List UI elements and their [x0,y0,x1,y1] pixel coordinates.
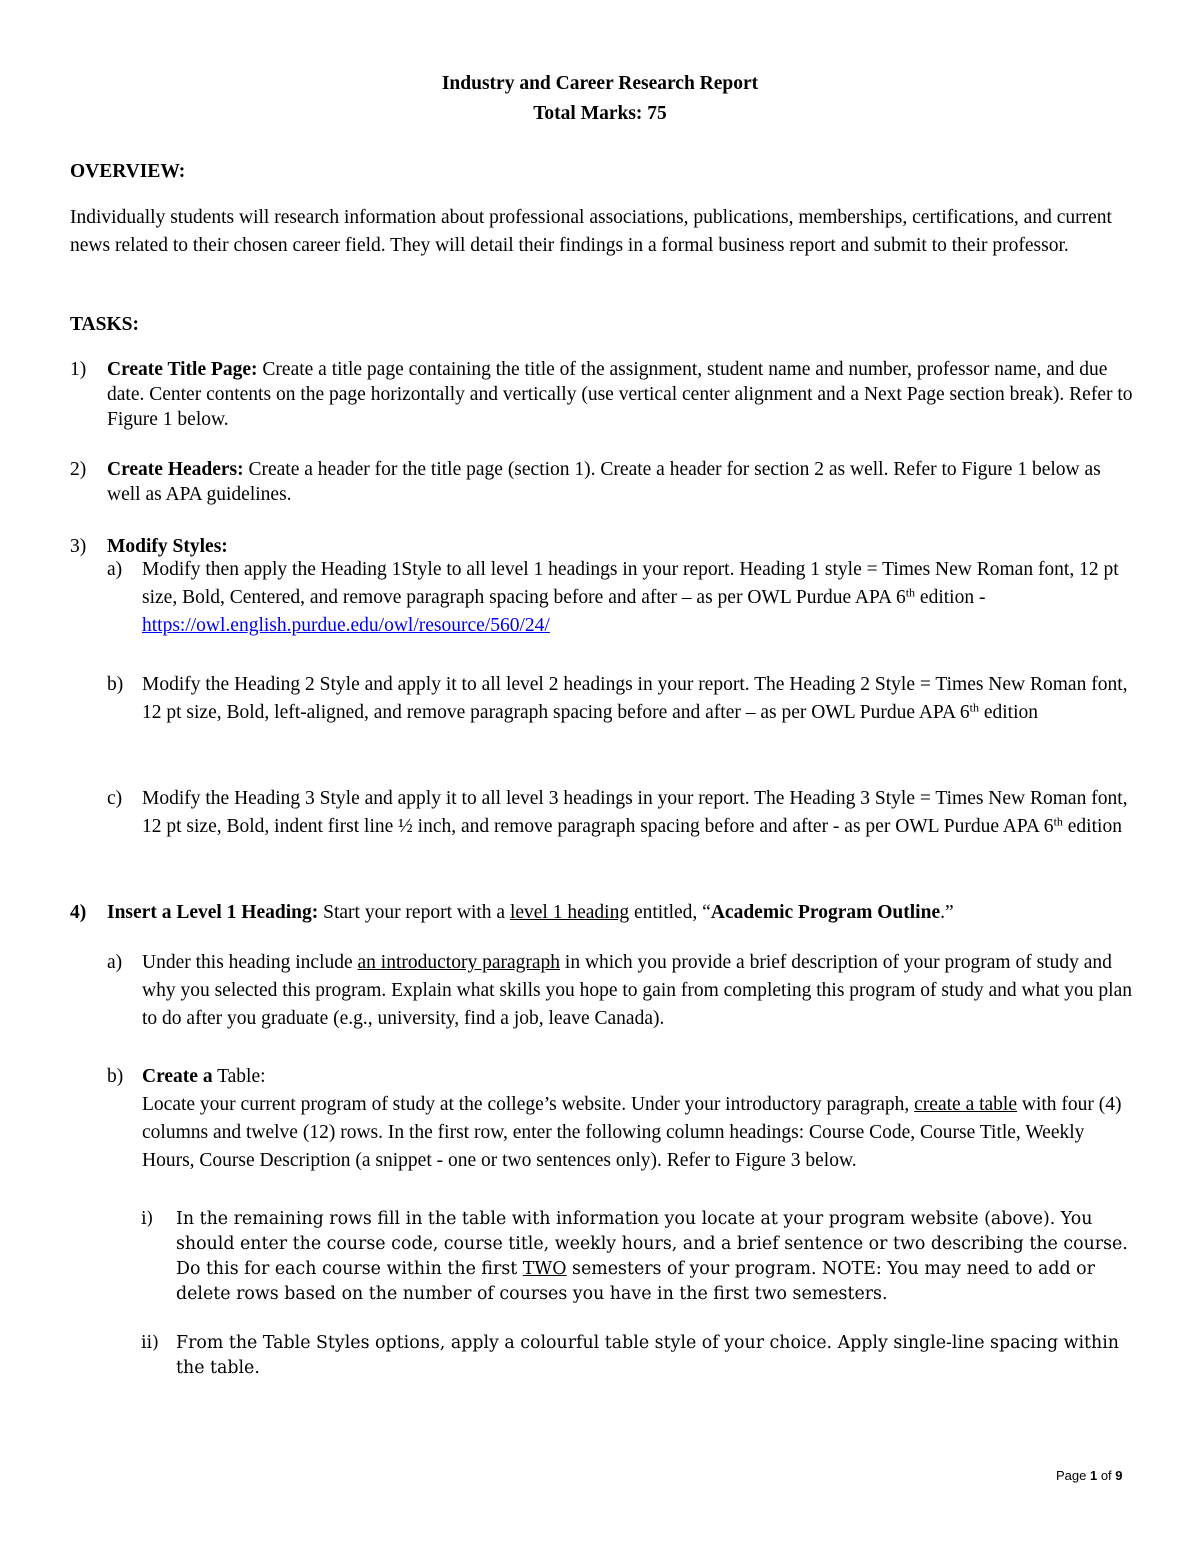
task-4b-text-2: with four (4) columns and twelve (12) rows. In the first row, enter the following column headings: Course Code, Course Title, Weekly Hours, Course Description (a snippet - one or two sentences only). Refer to Figure 3 below. [142,1094,1122,1171]
task-4-text-3: .” [940,902,954,923]
task-2-body [107,457,1135,507]
task-4b-body [142,1063,1137,1175]
task-4b-label-bold: Create a [142,1066,213,1087]
task-4b-ii-number: ii) [141,1333,159,1353]
page-footer [1056,1462,1123,1490]
task-4a-number: a) [107,952,123,973]
task-4a-body [142,949,1137,1033]
task-3a-number: a) [107,559,123,580]
task-4b-heading [142,1063,1137,1091]
task-2-number: 2) [70,459,87,480]
task-4b-i-text-2: semesters of your program. NOTE: You may need to add or delete rows based on the number of courses you have in the first two semesters. [176,1259,1095,1304]
task-4-bold-title: Academic Program Outline [710,902,941,923]
task-3c-tail: edition [1062,816,1122,837]
task-3c-body [142,785,1137,841]
task-4-text-1: Start your report with a [318,902,510,923]
task-4a-text-2: in which you provide a brief description of your program of study and why you selected this program. Explain what skills you hope to gain from completing this program of study and what you plan to do after you graduate (e.g., university, find a job, leave Canada). [142,952,1132,1029]
task-4-text-2: entitled, “ [629,902,711,923]
task-4a-underline: an introductory paragraph [357,952,561,973]
task-3b-text: Modify the Heading 2 Style and apply it to all level 2 headings in your report. The Heading 2 Style = Times New Roman font, 12 pt size, Bold, left-aligned, and remove paragraph spacing before and after – as per OWL Purdue APA 6 [142,674,1128,723]
task-3b-number: b) [107,674,124,695]
task-4b-i-body [176,1207,1136,1307]
task-4-label: Insert a Level 1 Heading: [107,902,319,923]
task-4b-paragraph [142,1091,1137,1175]
task-4b-i-underline: TWO [522,1259,567,1279]
task-3c-number: c) [107,788,123,809]
task-4b-i [141,1207,1136,1307]
task-4b-number: b) [107,1066,124,1087]
task-3a [107,556,1137,640]
task-3c [107,785,1137,841]
task-4b-label-plain: Table: [212,1066,266,1087]
task-4b-underline: create a table [914,1094,1017,1115]
task-4b-text-1: Locate your current program of study at the college’s website. Under your introductory paragraph, [142,1094,915,1115]
task-4b-ii-body: From the Table Styles options, apply a colourful table style of your choice. Apply single-line spacing within the table. [176,1333,1120,1378]
task-3c-text: Modify the Heading 3 Style and apply it to all level 3 headings in your report. The Heading 3 Style = Times New Roman font, 12 pt size, Bold, indent first line ½ inch, and remove paragraph spacing before and after - as per OWL Purdue APA 6 [142,788,1128,837]
total-marks: Total Marks: 75 [533,103,667,124]
task-3a-sup: th [905,585,916,600]
task-4 [70,899,1135,927]
task-4b-i-number: i) [141,1209,154,1229]
task-3b [107,671,1137,727]
task-4a-text-1: Under this heading include [142,952,358,973]
task-4b-i-text-1: In the remaining rows fill in the table with information you locate at your program website (above). You should enter the course code, course title, weekly hours, and a brief sentence or two describing the course. Do this for each course within the first [176,1209,1128,1279]
task-4-number: 4) [70,902,87,923]
footer-of-word: of [1097,1468,1116,1483]
task-4-body [107,899,1135,927]
task-3c-sup: th [1053,814,1063,829]
task-3a-body [142,556,1137,640]
task-2-label: Create Headers: [107,459,244,480]
tasks-heading: TASKS: [70,314,139,335]
task-1-body [107,357,1135,432]
footer-page-total: 9 [1115,1468,1123,1483]
task-3b-body [142,671,1137,727]
footer-page-word: Page [1056,1468,1090,1483]
task-4-underline: level 1 heading [509,902,630,923]
overview-heading: OVERVIEW: [70,161,186,182]
task-3-label: Modify Styles: [107,536,228,557]
task-4b-ii [141,1331,1136,1381]
task-4a [107,949,1137,1033]
task-1 [70,357,1135,432]
task-1-label: Create Title Page: [107,359,258,380]
task-3a-tail: edition - [915,587,986,608]
document-title: Industry and Career Research Report [441,73,759,94]
task-2-text: Create a header for the title page (section 1). Create a header for section 2 as well. Refer to Figure 1 below as well as APA guidelines. [107,459,1101,505]
task-3b-tail: edition [978,702,1038,723]
task-2 [70,457,1135,507]
overview-paragraph: Individually students will research information about professional associations, publications, memberships, certifications, and current news related to their chosen career field. They will detail their findings in a formal business report and submit to their professor. [70,207,1112,256]
task-4b [107,1063,1137,1175]
task-3-number: 3) [70,536,87,557]
owl-purdue-link[interactable]: https://owl.english.purdue.edu/owl/resource/560/24/ [142,615,550,636]
footer-page-number: 1 [1089,1468,1098,1483]
task-1-number: 1) [70,359,87,380]
task-1-text: Create a title page containing the title of the assignment, student name and number, professor name, and due date. Center contents on the page horizontally and vertically (use vertical center alignment and a Next Page section break). Refer to Figure 1 below. [107,359,1133,430]
task-3a-text: Modify then apply the Heading 1Style to all level 1 headings in your report. Heading 1 style = Times New Roman font, 12 pt size, Bold, Centered, and remove paragraph spacing before and after – as per OWL Purdue APA 6 [142,559,1119,608]
task-3b-sup: th [969,700,979,715]
